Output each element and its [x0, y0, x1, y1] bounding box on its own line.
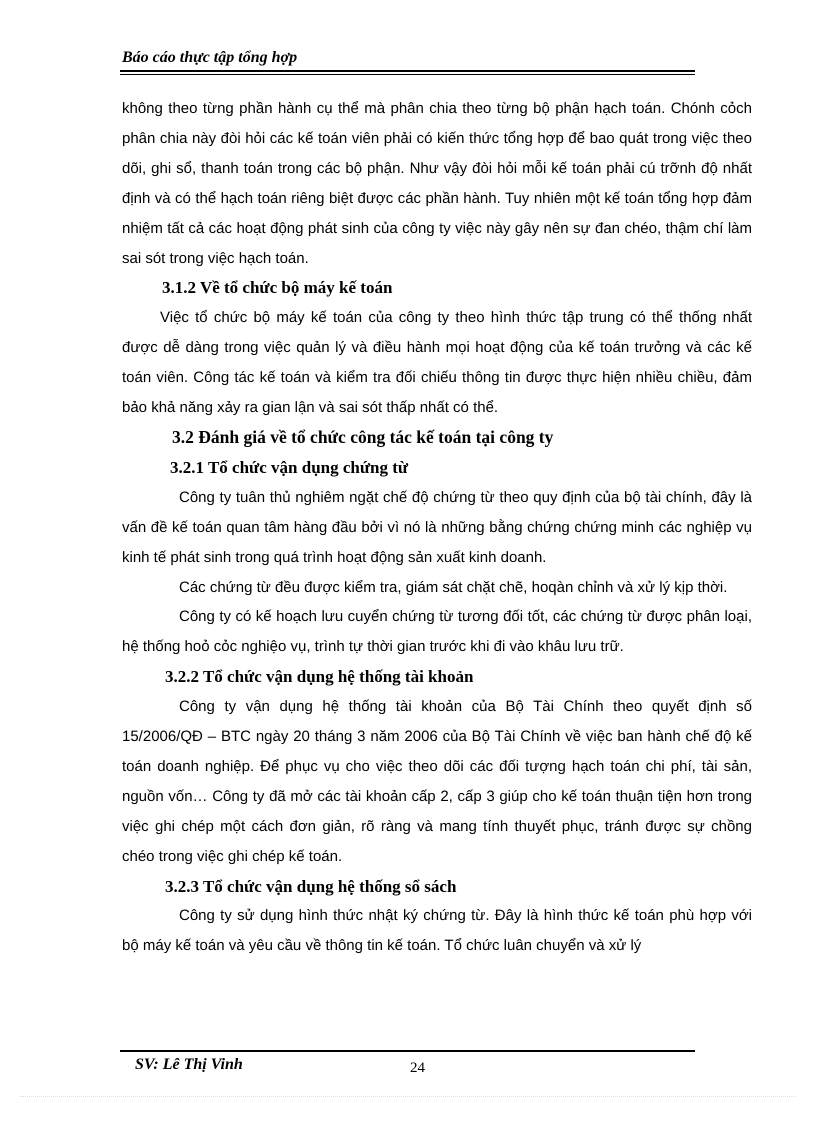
paragraph: không theo từng phần hành cụ thể mà phân chia theo từng bộ phận hạch toán. Chónh cỏch phân chia này đòi hỏi các kế toán viên phải có kiến thức tổng hợp để bao quát trong việc theo dõi, ghi sổ, thanh toán trong các bộ phận. Như vậy đòi hỏi mỗi kế toán phải cú trỡnh độ nhất định và có thể hạch toán riêng biệt được các phần hành. Tuy nhiên một kế toán tổng hợp đảm nhiệm tất cả các hoạt động phát sinh của công ty việc này gây nên sự đan chéo, thậm chí làm sai sót trong việc hạch toán. — [122, 100, 752, 267]
paragraph: Công ty sử dụng hình thức nhật ký chứng từ. Đây là hình thức kế toán phù hợp với bộ máy kế toán và yêu cầu về thông tin kế toán. Tổ chức luân chuyển và xử lý — [122, 907, 752, 955]
section-heading-3-2-2: 3.2.2 Tổ chức vận dụng hệ thống tài khoản — [165, 667, 474, 687]
section-heading-3-2: 3.2 Đánh giá về tổ chức công tác kế toán tại công ty — [172, 426, 554, 447]
paragraph: Các chứng từ đều được kiểm tra, giám sát chặt chẽ, hoqàn chỉnh và xử lý kịp thời. — [179, 578, 728, 596]
page-header — [120, 47, 695, 75]
page-number: 24 — [410, 1060, 425, 1076]
footer-author: SV: Lê Thị Vinh — [135, 1056, 243, 1073]
header-rule — [120, 70, 695, 72]
paragraph: Công ty có kế hoạch lưu cuyển chứng từ tương đối tốt, các chứng từ được phân loại, hệ thống hoỏ cỏc nghiệo vụ, trình tự thời gian trước khi đi vào khâu lưu trữ. — [122, 608, 752, 656]
section-heading-3-2-1: 3.2.1 Tổ chức vận dụng chứng từ — [170, 457, 409, 477]
header-rule-thin — [120, 74, 695, 75]
header-title: Báo cáo thực tập tổng hợp — [122, 49, 298, 66]
paragraph: Công ty vận dụng hệ thống tài khoản của Bộ Tài Chính theo quyết định số 15/2006/QĐ – BTC ngày 20 tháng 3 năm 2006 của Bộ Tài Chính về việc ban hành chế độ kế toán doanh nghiệp. Để phục vụ cho việc theo dõi các đối tượng hạch toán chi phí, tài sản, nguồn vốn… Công ty đã mở các tài khoản cấp 2, cấp 3 giúp cho kế toán thuận tiện hơn trong việc ghi chép một cách đơn giản, rõ ràng và mang tính thuyết phục, tránh được sự chồng chéo trong việc ghi chép kế toán. — [122, 698, 752, 865]
page-edge-divider — [20, 1096, 796, 1097]
paragraph: Việc tổ chức bộ máy kế toán của công ty theo hình thức tập trung có thể thống nhất được dễ dàng trong việc quản lý và điều hành mọi hoạt động của kế toán trưởng và các kế toán viên. Công tác kế toán và kiểm tra đối chiếu thông tin được thực hiện nhiều chiều, đảm bảo khả năng xảy ra gian lận và sai sót thấp nhất có thể. — [122, 309, 752, 417]
footer-rule — [120, 1050, 695, 1052]
section-heading-3-2-3: 3.2.3 Tổ chức vận dụng hệ thống sổ sách — [165, 876, 457, 896]
document-body — [122, 94, 752, 961]
section-heading-3-1-2: 3.1.2 Về tổ chức bộ máy kế toán — [162, 278, 393, 298]
paragraph: Công ty tuân thủ nghiêm ngặt chế độ chứng từ theo quy định của bộ tài chính, đây là vấn đề kế toán quan tâm hàng đầu bởi vì nó là những bằng chứng chứng minh các nghiệp vụ kinh tế phát sinh trong quá trình hoạt động sản xuất kinh doanh. — [122, 488, 752, 566]
